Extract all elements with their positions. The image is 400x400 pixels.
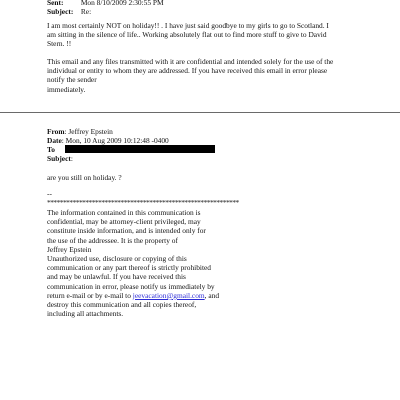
notice-email-suffix: , and (204, 290, 220, 300)
orig-subject-value: : (70, 154, 73, 163)
notice-line: and may be unlawful. If you have received this (47, 272, 186, 282)
notice-line: The information contained in this communication is (47, 208, 201, 217)
notice-line: communication in error, please notify us immediately by (47, 281, 215, 291)
subject-value: Re: (80, 7, 92, 16)
from-value: : Jeffrey Epstein (64, 127, 113, 136)
notice-email-line (47, 291, 367, 300)
sent-value: Mon 8/10/2009 2:30:55 PM (80, 0, 164, 7)
orig-subject-label: Subject (47, 154, 71, 163)
signature-dash: -- (47, 189, 52, 198)
disclaimer-line: notify the sender (47, 75, 97, 85)
disclaimer-line: immediately. (47, 84, 86, 94)
notice-line: confidential, may be attorney-client privileged, may (47, 217, 201, 227)
notice-line: including all attachments. (47, 309, 124, 319)
date-row (47, 136, 169, 145)
reply-body (47, 21, 367, 49)
subject-row (47, 7, 91, 16)
subject-label: Subject: (47, 7, 74, 16)
reply-line: am sitting in the silence of life.. Working absolutely flat out to find more stuff to give to David (47, 30, 327, 40)
from-label: From (47, 127, 65, 136)
notice-line: communication or any part thereof is strictly prohibited (47, 263, 211, 273)
star-rule: ************************************************************ (47, 198, 239, 208)
date-label: Date (47, 136, 62, 145)
orig-subject-row (47, 154, 73, 163)
redaction-bar (65, 145, 215, 153)
to-label: To (47, 145, 55, 154)
sent-label: Sent: (47, 0, 64, 7)
notice-line: destroy this communication and all copies thereof, (47, 300, 197, 310)
confidentiality-notice (47, 208, 367, 318)
disclaimer-line: individual or entity to whom they are addressed. If you have received this email in error please (47, 66, 328, 76)
to-row (47, 145, 215, 154)
notice-email-prefix: return e-mail or by e-mail to (47, 290, 133, 300)
notice-line: constitute inside information, and is intended only for (47, 226, 206, 236)
email-link[interactable]: jeevacation@gmail.com (132, 290, 205, 300)
notice-line: Jeffrey Epstein (47, 244, 92, 254)
reply-line: I am most certainly NOT on holiday!! . I have just said goodbye to my girls to go to Scotland. I (47, 21, 329, 30)
original-body (47, 173, 367, 182)
disclaimer-line: This email and any files transmitted with it are confidential and intended solely for the use of the (47, 57, 334, 66)
notice-line: Unauthorized use, disclosure or copying of this (47, 254, 187, 264)
signature-block (47, 189, 367, 207)
reply-line: Stern. !! (47, 39, 72, 49)
message-separator (0, 112, 400, 113)
email-disclaimer (47, 57, 367, 94)
original-body-text: are you still on holiday. ? (47, 173, 122, 182)
from-row (47, 127, 113, 136)
notice-line: the use of the addressee. It is the property of (47, 235, 178, 245)
date-value: : Mon, 10 Aug 2009 10:12:48 -0400 (61, 136, 169, 145)
